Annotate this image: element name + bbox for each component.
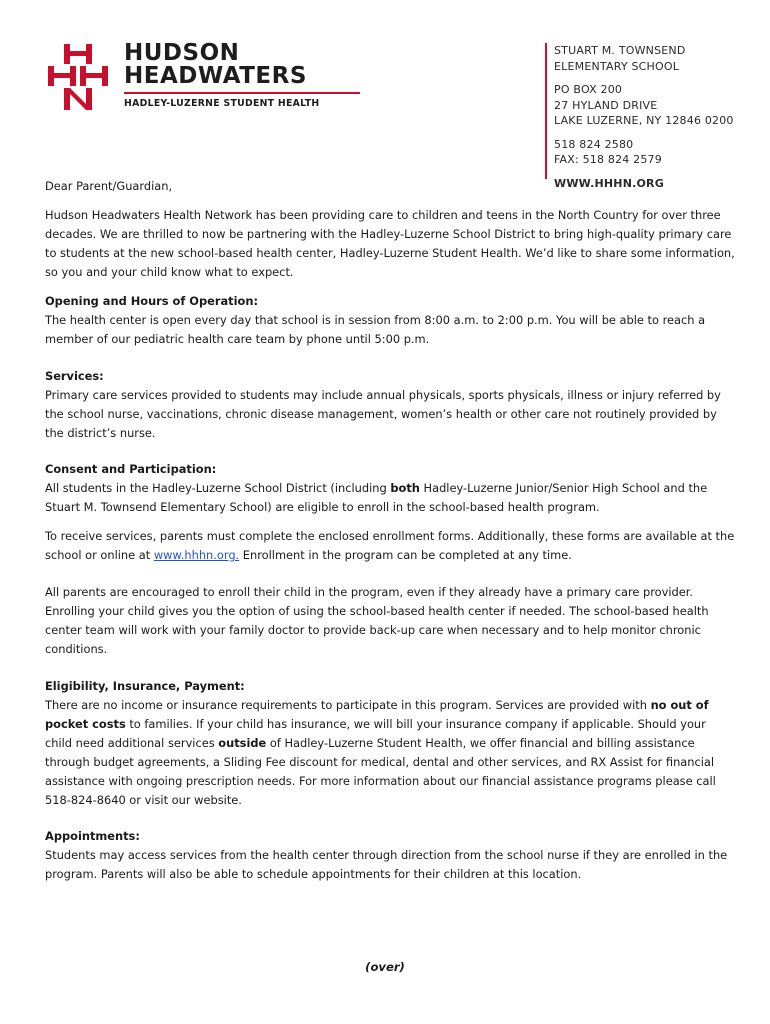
consent-text-a: All students in the Hadley-Luzerne School District (including: [45, 481, 391, 495]
receive-text-a: To receive services, parents must complete the enclosed enrollment forms. Additionally, these forms are available at the school or online at: [45, 529, 735, 562]
hhn-monogram-icon: [46, 42, 116, 112]
consent-text: [45, 479, 735, 517]
elig-text-c: of Hadley-Luzerne Student Health, we offer financial and billing assistance through budget agreements, a Sliding Fee discount for medical, dental and other services, and RX Assist for financial assistance with ongoing prescription needs. For more information about our financial assistance programs please call 518-824-8640 or visit our website.: [45, 736, 716, 807]
eligibility-text: [45, 696, 735, 810]
hhhn-link[interactable]: www.hhhn.org.: [153, 548, 240, 562]
services-text: Primary care services provided to students may include annual physicals, sports physicals, illness or injury referred by the school nurse, vaccinations, chronic disease management, women’s health or other care not routinely provided by the district’s nurse.: [45, 388, 721, 440]
consent-heading: Consent and Participation:: [45, 462, 217, 476]
school-name-1: STUART M. TOWNSEND: [554, 44, 686, 57]
elig-bold-1: no out of pocket costs: [45, 698, 709, 731]
appointments-section: [45, 827, 735, 884]
hours-text: The health center is open every day that school is in session from 8:00 a.m. to 2:00 p.m. You will be able to reach a member of our pediatric health care team by phone until 5:00 p.m.: [45, 313, 706, 346]
appointments-heading: Appointments:: [45, 829, 140, 843]
consent-text-b: Hadley-Luzerne Junior/Senior High School and the Stuart M. Townsend Elementary School) are eligible to enroll in the school-based health program.: [45, 481, 708, 514]
website[interactable]: WWW.HHHN.ORG: [554, 176, 664, 190]
brand-line-1: HUDSON: [124, 40, 240, 66]
salutation-text: Dear Parent/Guardian,: [45, 179, 173, 193]
appointments-text: Students may access services from the health center through direction from the school nurse if they are enrolled in the program. Parents will also be able to schedule appointments for their children at this location.: [45, 848, 728, 881]
school-address: [554, 43, 754, 191]
fax: FAX: 518 824 2579: [554, 153, 662, 166]
consent-section: [45, 460, 735, 517]
encourage-text: All parents are encouraged to enroll their child in the program, even if they already have a primary care provider. Enrolling your child gives you the option of using the school-based health center if needed. The school-based health center team will work with your family doctor to provide back-up care when necessary and to help monitor chronic conditions.: [45, 585, 709, 656]
hours-heading: Opening and Hours of Operation:: [45, 294, 259, 308]
brand-line-2: HEADWATERS: [124, 63, 307, 89]
receive-text-b: Enrollment in the program can be completed at any time.: [239, 548, 572, 562]
salutation: [45, 177, 735, 196]
receive-text: [45, 527, 735, 565]
brand-divider: [124, 92, 360, 94]
elig-text-b: to families. If your child has insurance, we will bill your insurance company if applicable. Should your child need additional services: [45, 717, 706, 750]
po-box: PO BOX 200: [554, 83, 623, 96]
street: 27 HYLAND DRIVE: [554, 98, 658, 112]
brand-logo: [46, 40, 326, 114]
city-state-zip: LAKE LUZERNE, NY 12846 0200: [554, 114, 734, 127]
services-section: [45, 367, 735, 443]
brand-subtitle: HADLEY-LUZERNE STUDENT HEALTH: [124, 98, 320, 109]
services-heading: Services:: [45, 369, 104, 383]
eligibility-section: [45, 677, 735, 810]
phone: 518 824 2580: [554, 137, 634, 151]
receive-paragraph: [45, 527, 735, 565]
intro-text: Hudson Headwaters Health Network has been providing care to children and teens in the North Country for over three decades. We are thrilled to now be partnering with the Hadley-Luzerne School District to bring high-quality primary care to students at the new school-based health center, Hadley-Luzerne Student Health. We’d like to share some information, so you and your child know what to expect.: [45, 208, 735, 279]
elig-text-a: There are no income or insurance requirements to participate in this program. Services are provided with: [45, 698, 651, 712]
intro-paragraph: [45, 206, 735, 282]
eligibility-heading: Eligibility, Insurance, Payment:: [45, 679, 245, 693]
school-name-2: ELEMENTARY SCHOOL: [554, 59, 680, 73]
elig-bold-2: outside: [218, 736, 267, 750]
over-note: (over): [365, 960, 405, 974]
address-divider: [545, 43, 547, 179]
hours-section: [45, 292, 735, 349]
encourage-paragraph: [45, 583, 735, 659]
consent-bold: both: [390, 481, 420, 495]
brand-name: [124, 42, 307, 88]
